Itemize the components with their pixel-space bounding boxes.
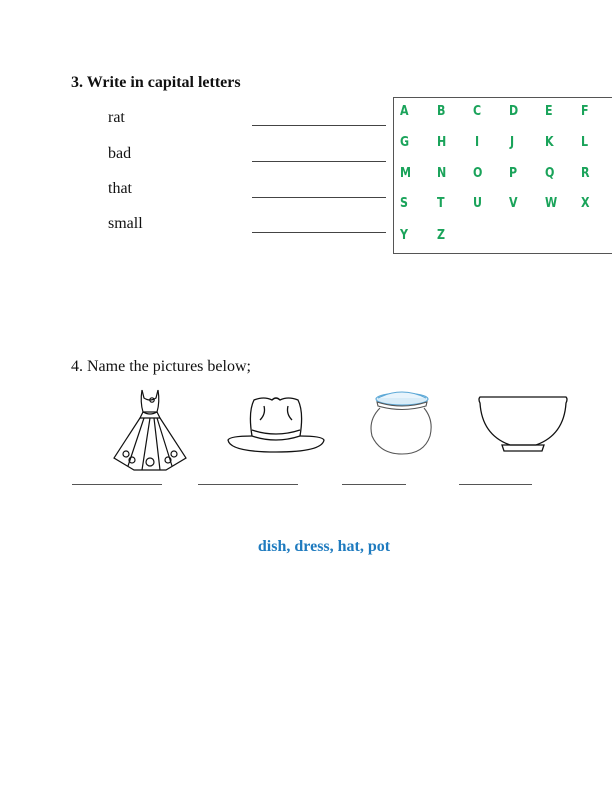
- letter: G: [400, 135, 410, 150]
- letter: L: [581, 135, 589, 150]
- letter: S: [400, 196, 408, 211]
- answer-line-small[interactable]: [252, 232, 386, 233]
- word-bank: dish, dress, hat, pot: [257, 538, 391, 555]
- letter: P: [509, 166, 518, 181]
- letter: Q: [545, 166, 555, 181]
- hat-icon: [226, 392, 326, 458]
- word-that: that: [108, 180, 132, 197]
- letter: T: [437, 196, 445, 211]
- letter: X: [581, 196, 590, 211]
- alphabet-box: [393, 97, 612, 254]
- letter: I: [475, 135, 480, 150]
- answer-line-rat[interactable]: [252, 125, 386, 126]
- letter: E: [545, 104, 553, 119]
- answer-line-that[interactable]: [252, 197, 386, 198]
- letter: C: [473, 104, 482, 119]
- answer-line-picture-1[interactable]: [72, 484, 162, 485]
- letter: R: [581, 166, 590, 181]
- letter: Y: [400, 228, 409, 243]
- letter: N: [437, 166, 447, 181]
- letter: Z: [437, 228, 446, 243]
- letter: D: [509, 104, 519, 119]
- answer-line-bad[interactable]: [252, 161, 386, 162]
- letter: K: [545, 135, 554, 150]
- letter: O: [473, 166, 483, 181]
- letter: J: [510, 135, 515, 150]
- word-rat: rat: [108, 109, 125, 126]
- dress-icon: [110, 388, 190, 474]
- answer-line-picture-2[interactable]: [198, 484, 298, 485]
- letter: B: [437, 104, 446, 119]
- letter: A: [400, 104, 409, 119]
- letter: V: [509, 196, 518, 211]
- question-4-title: 4. Name the pictures below;: [71, 358, 251, 375]
- word-small: small: [108, 215, 143, 232]
- letter: F: [581, 104, 589, 119]
- answer-line-picture-3[interactable]: [342, 484, 406, 485]
- answer-line-picture-4[interactable]: [459, 484, 532, 485]
- letter: U: [473, 196, 482, 211]
- question-3-title: 3. Write in capital letters: [71, 74, 241, 91]
- letter: H: [437, 135, 447, 150]
- letter: M: [400, 166, 411, 181]
- pot-icon: [368, 386, 434, 458]
- word-bad: bad: [108, 145, 132, 162]
- dish-icon: [476, 395, 570, 453]
- letter: W: [545, 196, 558, 211]
